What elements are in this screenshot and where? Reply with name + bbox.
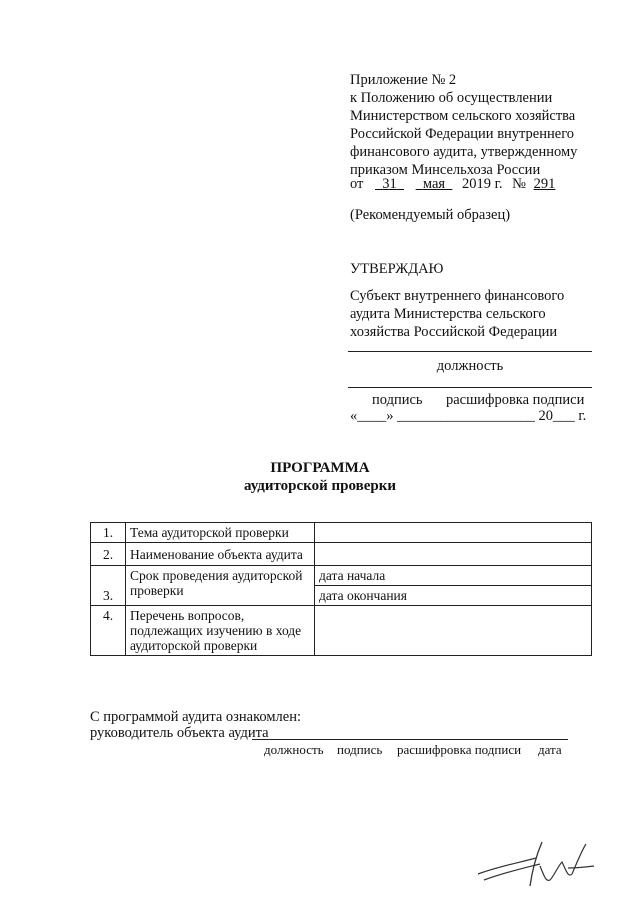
order-number: 291 xyxy=(533,176,556,192)
approval-title: УТВЕРЖДАЮ xyxy=(350,261,444,277)
signature-rule xyxy=(348,387,592,388)
appendix-number: Приложение № 2 xyxy=(350,72,457,88)
familiarization-title: С программой аудита ознакомлен: xyxy=(90,709,302,725)
row-name: Тема аудиторской проверки xyxy=(126,523,315,543)
order-day: 31 xyxy=(382,176,397,192)
program-subtitle: аудиторской проверки xyxy=(243,478,397,494)
row-value-cell xyxy=(315,606,592,656)
fam-position-label: должность xyxy=(264,742,324,757)
row-number: 2. xyxy=(91,543,126,566)
approval-date-line: «____» ___________________ 20___ г. xyxy=(350,408,587,424)
position-label: должность xyxy=(436,358,504,374)
familiarization-rule xyxy=(252,739,568,740)
program-title: ПРОГРАММА xyxy=(270,460,370,476)
row-value-cell xyxy=(315,543,592,566)
program-table xyxy=(90,522,592,656)
row-name: Наименование объекта аудита xyxy=(126,543,315,566)
table-row xyxy=(91,566,592,586)
fam-decoding-label: расшифровка подписи xyxy=(397,742,522,757)
approval-line: Субъект внутреннего финансового xyxy=(350,288,565,304)
table-row xyxy=(91,606,592,656)
date-prefix: от xyxy=(350,176,364,192)
appendix-line: финансового аудита, утвержденному xyxy=(350,144,578,160)
fam-signature-label: подпись xyxy=(337,742,383,757)
approval-line: аудита Министерства сельского xyxy=(350,306,546,322)
table-row xyxy=(91,523,592,543)
familiarization-head: руководитель объекта аудита xyxy=(90,725,269,741)
position-rule xyxy=(348,351,592,352)
approval-line: хозяйства Российской Федерации xyxy=(350,324,558,340)
row-name: Срок проведения аудиторской проверки xyxy=(126,566,315,606)
row-number: 4. xyxy=(91,606,126,656)
end-date-cell: дата окончания xyxy=(315,586,592,606)
handwritten-signature xyxy=(470,836,600,896)
appendix-line: Российской Федерации внутреннего xyxy=(350,126,575,142)
decoding-label: расшифровка подписи xyxy=(446,392,585,408)
row-number: 1. xyxy=(91,523,126,543)
appendix-line: к Положению об осуществлении xyxy=(350,90,553,106)
order-year: 2019 г. xyxy=(461,176,503,192)
row-number: 3. xyxy=(91,566,126,606)
order-month: мая xyxy=(422,176,446,192)
start-date-cell: дата начала xyxy=(315,566,592,586)
appendix-line: Министерством сельского хозяйства xyxy=(350,108,576,124)
fam-date-label: дата xyxy=(538,742,562,757)
signature-label: подпись xyxy=(372,392,423,408)
appendix-line: приказом Минсельхоза России xyxy=(350,162,541,178)
row-value-cell xyxy=(315,523,592,543)
sample-note: (Рекомендуемый образец) xyxy=(350,207,511,223)
table-row xyxy=(91,543,592,566)
row-name: Перечень вопросов, подлежащих изучению в ходе аудиторской проверки xyxy=(126,606,315,656)
appendix-date xyxy=(350,176,555,193)
number-sign: № xyxy=(512,176,526,192)
